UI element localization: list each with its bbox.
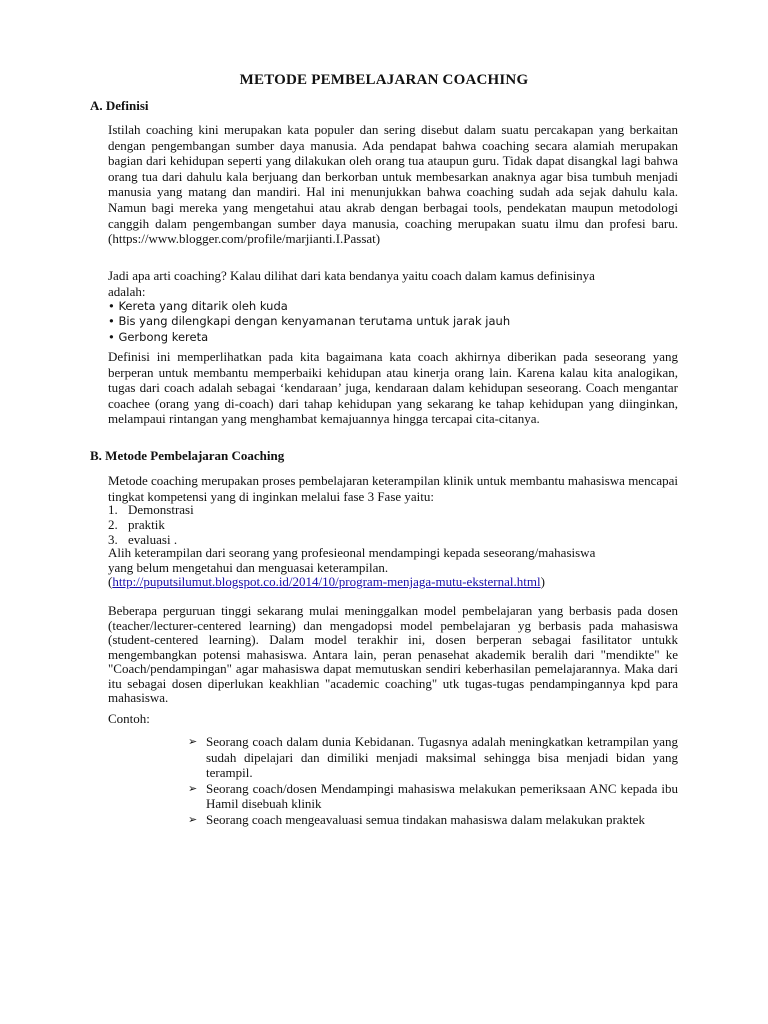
arrow-bullet-icon: ➢ bbox=[188, 781, 198, 795]
section-a-heading: A. Definisi bbox=[90, 98, 149, 113]
bullet-item: • Bis yang dilengkapi dengan kenyamanan terutama untuk jarak jauh bbox=[108, 314, 511, 329]
section-a-paragraph-3: Definisi ini memperlihatkan pada kita bagaimana kata coach akhirnya diberikan pada seseorang yang berperan untuk membantu memperbaiki kehidupan atau kinerja orang lain. Karena kalau kita analogikan, tugas dari coach adalah sebagai ‘kendaraan’ juga, kendaraan dalam kehidupan seseorang. Coach mengantar coachee (orang yang di-coach) dari tahap kehidupan yang sekarang ke tahap kehidupan yang diinginkan, melampaui rintangan yang menghambat kemajuannya hingga tercapai cita-citanya. bbox=[108, 349, 678, 427]
example-item: ➢ Seorang coach/dosen Mendampingi mahasiswa melakukan pemeriksaan ANC kepada ibu Hamil disebuah klinik bbox=[188, 780, 678, 812]
arrow-bullet-icon: ➢ bbox=[188, 812, 198, 826]
phase-item: 2. praktik bbox=[108, 517, 165, 533]
paragraph-2-line-1: Jadi apa arti coaching? Kalau dilihat dari kata bendanya yaitu coach dalam kamus definisinya bbox=[108, 268, 595, 283]
bullet-item: • Gerbong kereta bbox=[108, 329, 209, 344]
paragraph-2-line-2: adalah: bbox=[108, 283, 146, 299]
reference-link-line: (http://puputsilumut.blogspot.co.id/2014/10/program-menjaga-mutu-eksternal.html) bbox=[108, 574, 545, 590]
bullet-item: • Kereta yang ditarik oleh kuda bbox=[108, 299, 288, 313]
section-b-paragraph-3: Beberapa perguruan tinggi sekarang mulai meninggalkan model pembelajaran yang berbasis pada dosen (teacher/lecturer-centered learning) dan mengadopsi model pembelajaran yg berbasis pada mahasiswa (student-centered learning). Dalam model terakhir ini, dosen berperan sebagai fasilitator untukk mengembangkan potensi mahasiswa. Antara lain, peran penasehat akademik beralih dari "mendikte" ke "Coach/pendampingan" agar mahasiswa dapat memutuskan sendiri keberhasilan pemelajarannya. Maka dari itu sebagai dosen diperlukan keakhlian "academic coaching" utk tugas-tugas pendampingannya kpd para mahasiswa. bbox=[108, 603, 678, 705]
reference-link[interactable]: http://puputsilumut.blogspot.co.id/2014/10/program-menjaga-mutu-eksternal.html bbox=[112, 574, 541, 590]
phase-item: 1. Demonstrasi bbox=[108, 502, 194, 517]
arrow-bullet-icon: ➢ bbox=[188, 735, 198, 748]
contoh-label: Contoh: bbox=[108, 711, 150, 726]
phase-list bbox=[108, 502, 194, 548]
example-list bbox=[190, 734, 678, 828]
section-b-paragraph-1: Metode coaching merupakan proses pembelajaran keterampilan klinik untuk membantu mahasiswa mencapai tingkat kompetensi yang di inginkan melalui fase 3 Fase yaitu: bbox=[108, 473, 678, 504]
section-b-heading: B. Metode Pembelajaran Coaching bbox=[90, 448, 285, 463]
section-b-paragraph-2 bbox=[108, 546, 678, 590]
paragraph-line: yang belum mengetahui dan menguasai keterampilan. bbox=[108, 559, 389, 575]
example-item: ➢ Seorang coach dalam dunia Kebidanan. Tugasnya adalah meningkatkan ketrampilan yang sudah dipelajari dan dimiliki menjadi maksimal sehingga bisa menjadi bidan yang terampil. bbox=[188, 734, 678, 781]
document-title: METODE PEMBELAJARAN COACHING bbox=[239, 72, 529, 88]
example-item: ➢ Seorang coach mengeavaluasi semua tindakan mahasiswa dalam melakukan praktek bbox=[188, 811, 645, 827]
phase-item: 3. evaluasi . bbox=[108, 532, 178, 548]
section-a-paragraph-1: Istilah coaching kini merupakan kata populer dan sering disebut dalam suatu percakapan yang berkaitan dengan pengembangan sumber daya manusia. Ada pendapat bahwa coaching secara alamiah merupakan bagian dari kehidupan seperti yang dilakukan oleh orang tua ataupun guru. Tidak dapat disangkal lagi bahwa orang tua dari dahulu kala berjuang dan berkorban untuk membesarkan anaknya agar bisa tumbuh menjadi manusia yang matang dan mandiri. Hal ini menunjukkan bahwa coaching sudah ada sejak dahulu kala. Namun bagi mereka yang mengetahui atau akrab dengan berbagai tools, pendekatan maupun metodologi canggih dalam pengembangan sumber daya manusia, coaching merupakan suatu ilmu dan profesi baru. (https://www.blogger.com/profile/marjianti.I.Passat) bbox=[108, 122, 678, 247]
vehicle-bullet-list bbox=[108, 299, 678, 345]
paragraph-line: Alih keterampilan dari seorang yang profesieonal mendampingi kepada seseorang/mahasiswa bbox=[108, 545, 596, 560]
section-a-paragraph-2 bbox=[108, 268, 678, 299]
